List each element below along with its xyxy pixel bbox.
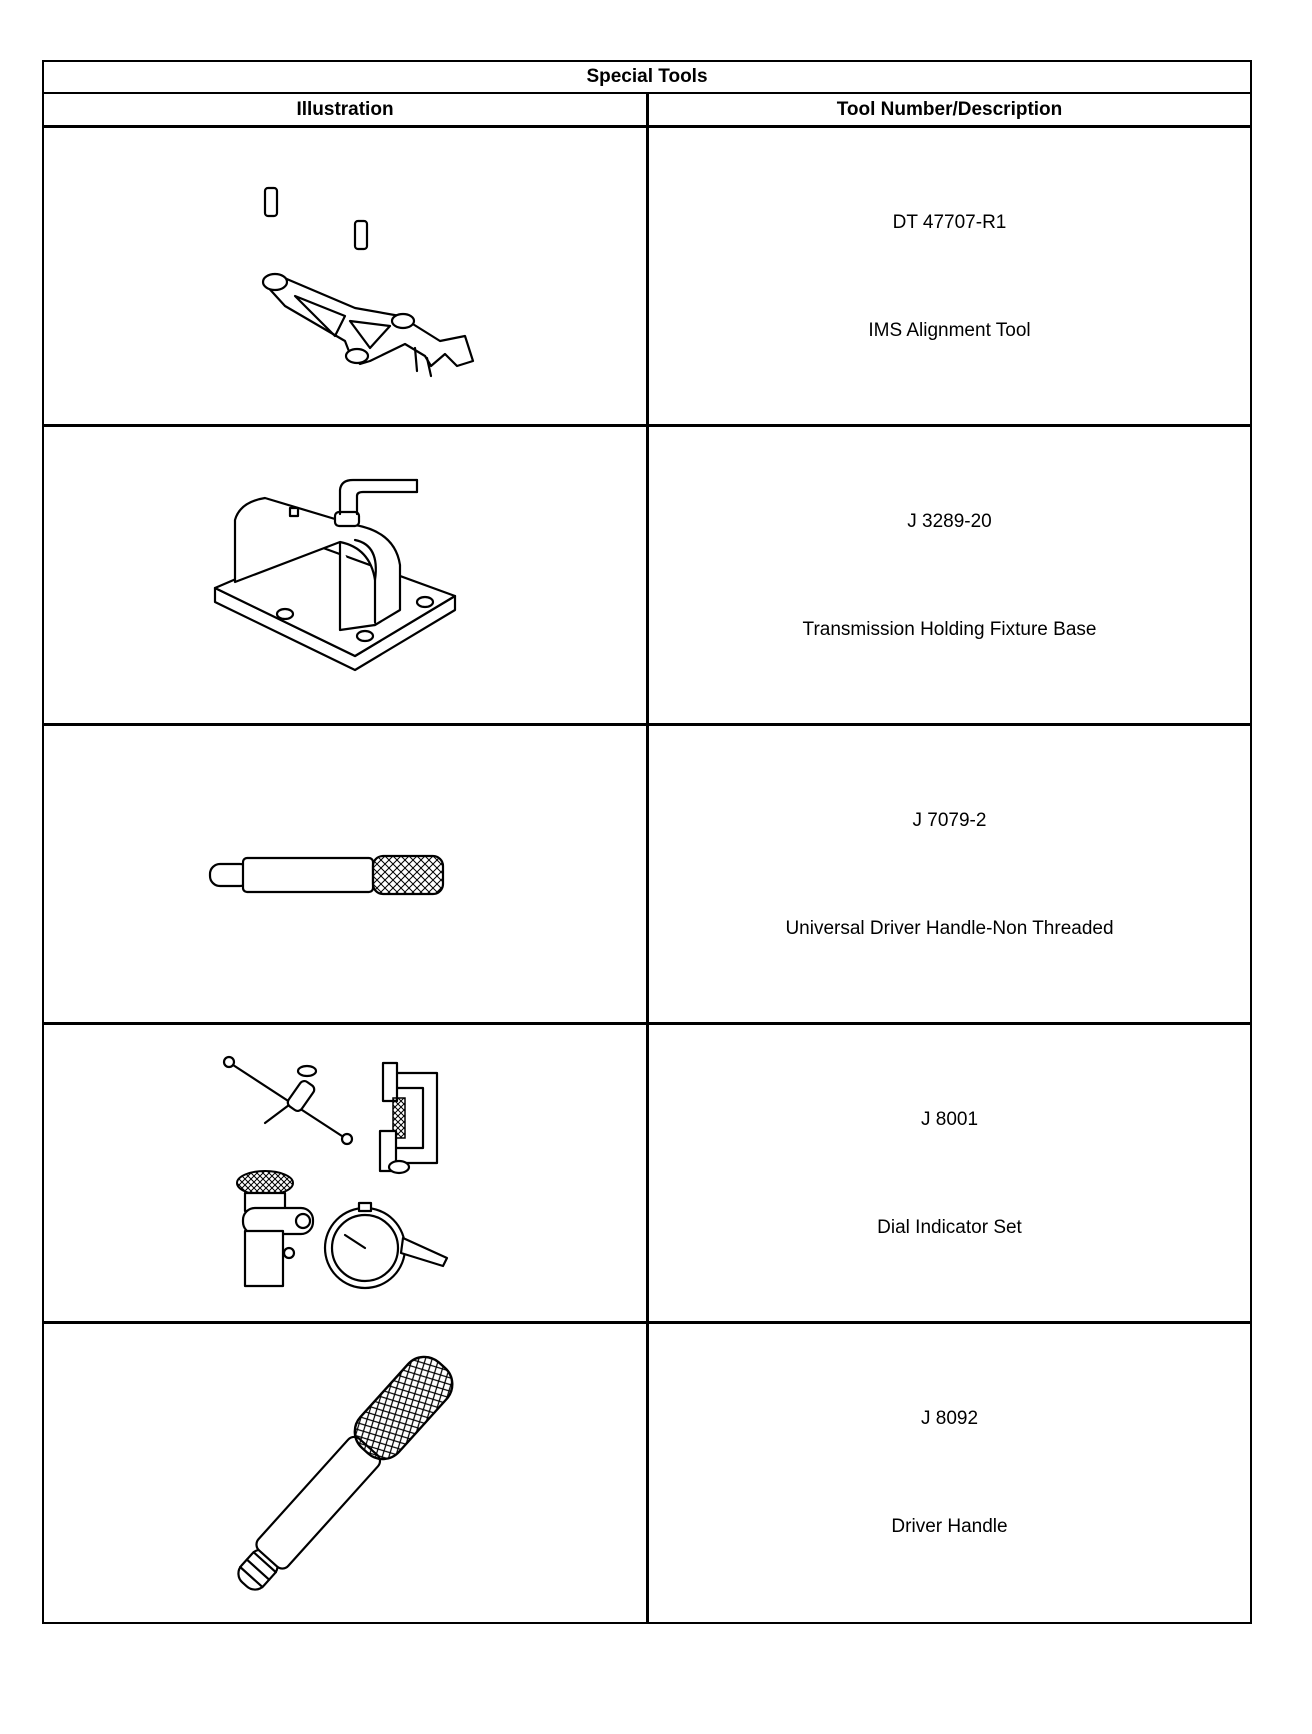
description-cell — [649, 427, 1250, 723]
table-row — [44, 726, 1250, 1025]
tool-number: J 8092 — [920, 1408, 979, 1429]
dial-indicator-set-icon — [215, 1053, 475, 1293]
description-cell — [649, 128, 1250, 424]
table-row — [44, 1025, 1250, 1324]
table-row — [44, 128, 1250, 427]
tool-number: J 8001 — [920, 1109, 979, 1130]
table-row — [44, 427, 1250, 726]
illustration-cell — [44, 1025, 649, 1321]
tool-description: Transmission Holding Fixture Base — [802, 619, 1097, 640]
tool-description: Driver Handle — [891, 1516, 1008, 1537]
tool-number: J 7079-2 — [912, 810, 987, 831]
description-cell — [649, 1324, 1250, 1622]
tool-description: IMS Alignment Tool — [868, 320, 1031, 341]
description-cell — [649, 726, 1250, 1022]
table-title: Special Tools — [44, 62, 1250, 94]
ims-alignment-tool-icon — [195, 166, 495, 386]
table-row — [44, 1324, 1250, 1622]
illustration-cell — [44, 1324, 649, 1622]
tool-number: DT 47707-R1 — [892, 212, 1007, 233]
holding-fixture-base-icon — [205, 470, 485, 680]
tool-description: Universal Driver Handle-Non Threaded — [785, 918, 1114, 939]
illustration-cell — [44, 427, 649, 723]
driver-handle-non-threaded-icon — [205, 844, 485, 904]
tool-description: Dial Indicator Set — [877, 1217, 1022, 1238]
header-illustration: Illustration — [44, 94, 649, 125]
special-tools-table — [42, 60, 1252, 1624]
header-tool-number-description: Tool Number/Description — [836, 98, 1063, 120]
illustration-cell — [44, 726, 649, 1022]
tool-number: J 3289-20 — [907, 511, 992, 532]
illustration-cell — [44, 128, 649, 424]
driver-handle-icon — [215, 1343, 475, 1603]
description-cell — [649, 1025, 1250, 1321]
table-header-row — [44, 94, 1250, 128]
